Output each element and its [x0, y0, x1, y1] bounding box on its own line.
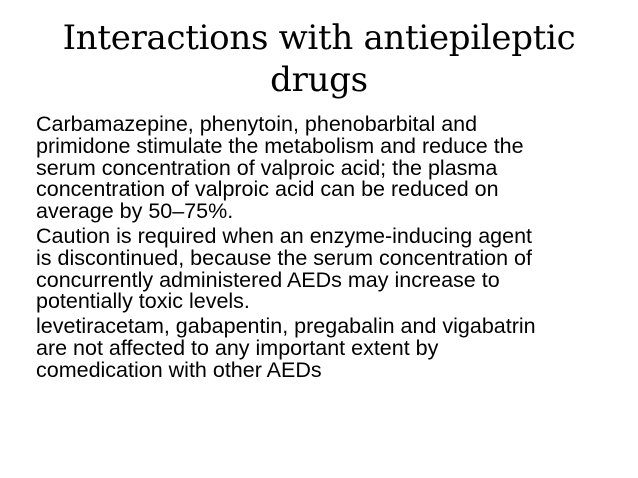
paragraph-unaffected-drugs: levetiracetam, gabapentin, pregabalin and vigabatrin are not affected to any important extent by comedication with other AEDs: [36, 314, 536, 382]
slide-title: [0, 17, 638, 101]
slide-title-line-1: Interactions with antiepileptic: [62, 18, 576, 58]
slide-body: [36, 114, 608, 385]
paragraph-caution: Caution is required when an enzyme-inducing agent is discontinued, because the serum concentration of concurrently administered AEDs may increase to potentially toxic levels.: [36, 223, 533, 314]
slide-title-line-2: drugs: [270, 60, 368, 100]
paragraph-enzyme-inducers: Carbamazepine, phenytoin, phenobarbital and primidone stimulate the metabolism and reduce the serum concentration of valproic acid; the plasma concentration of valproic acid can be reduced on average by 50–75%.: [36, 112, 524, 224]
